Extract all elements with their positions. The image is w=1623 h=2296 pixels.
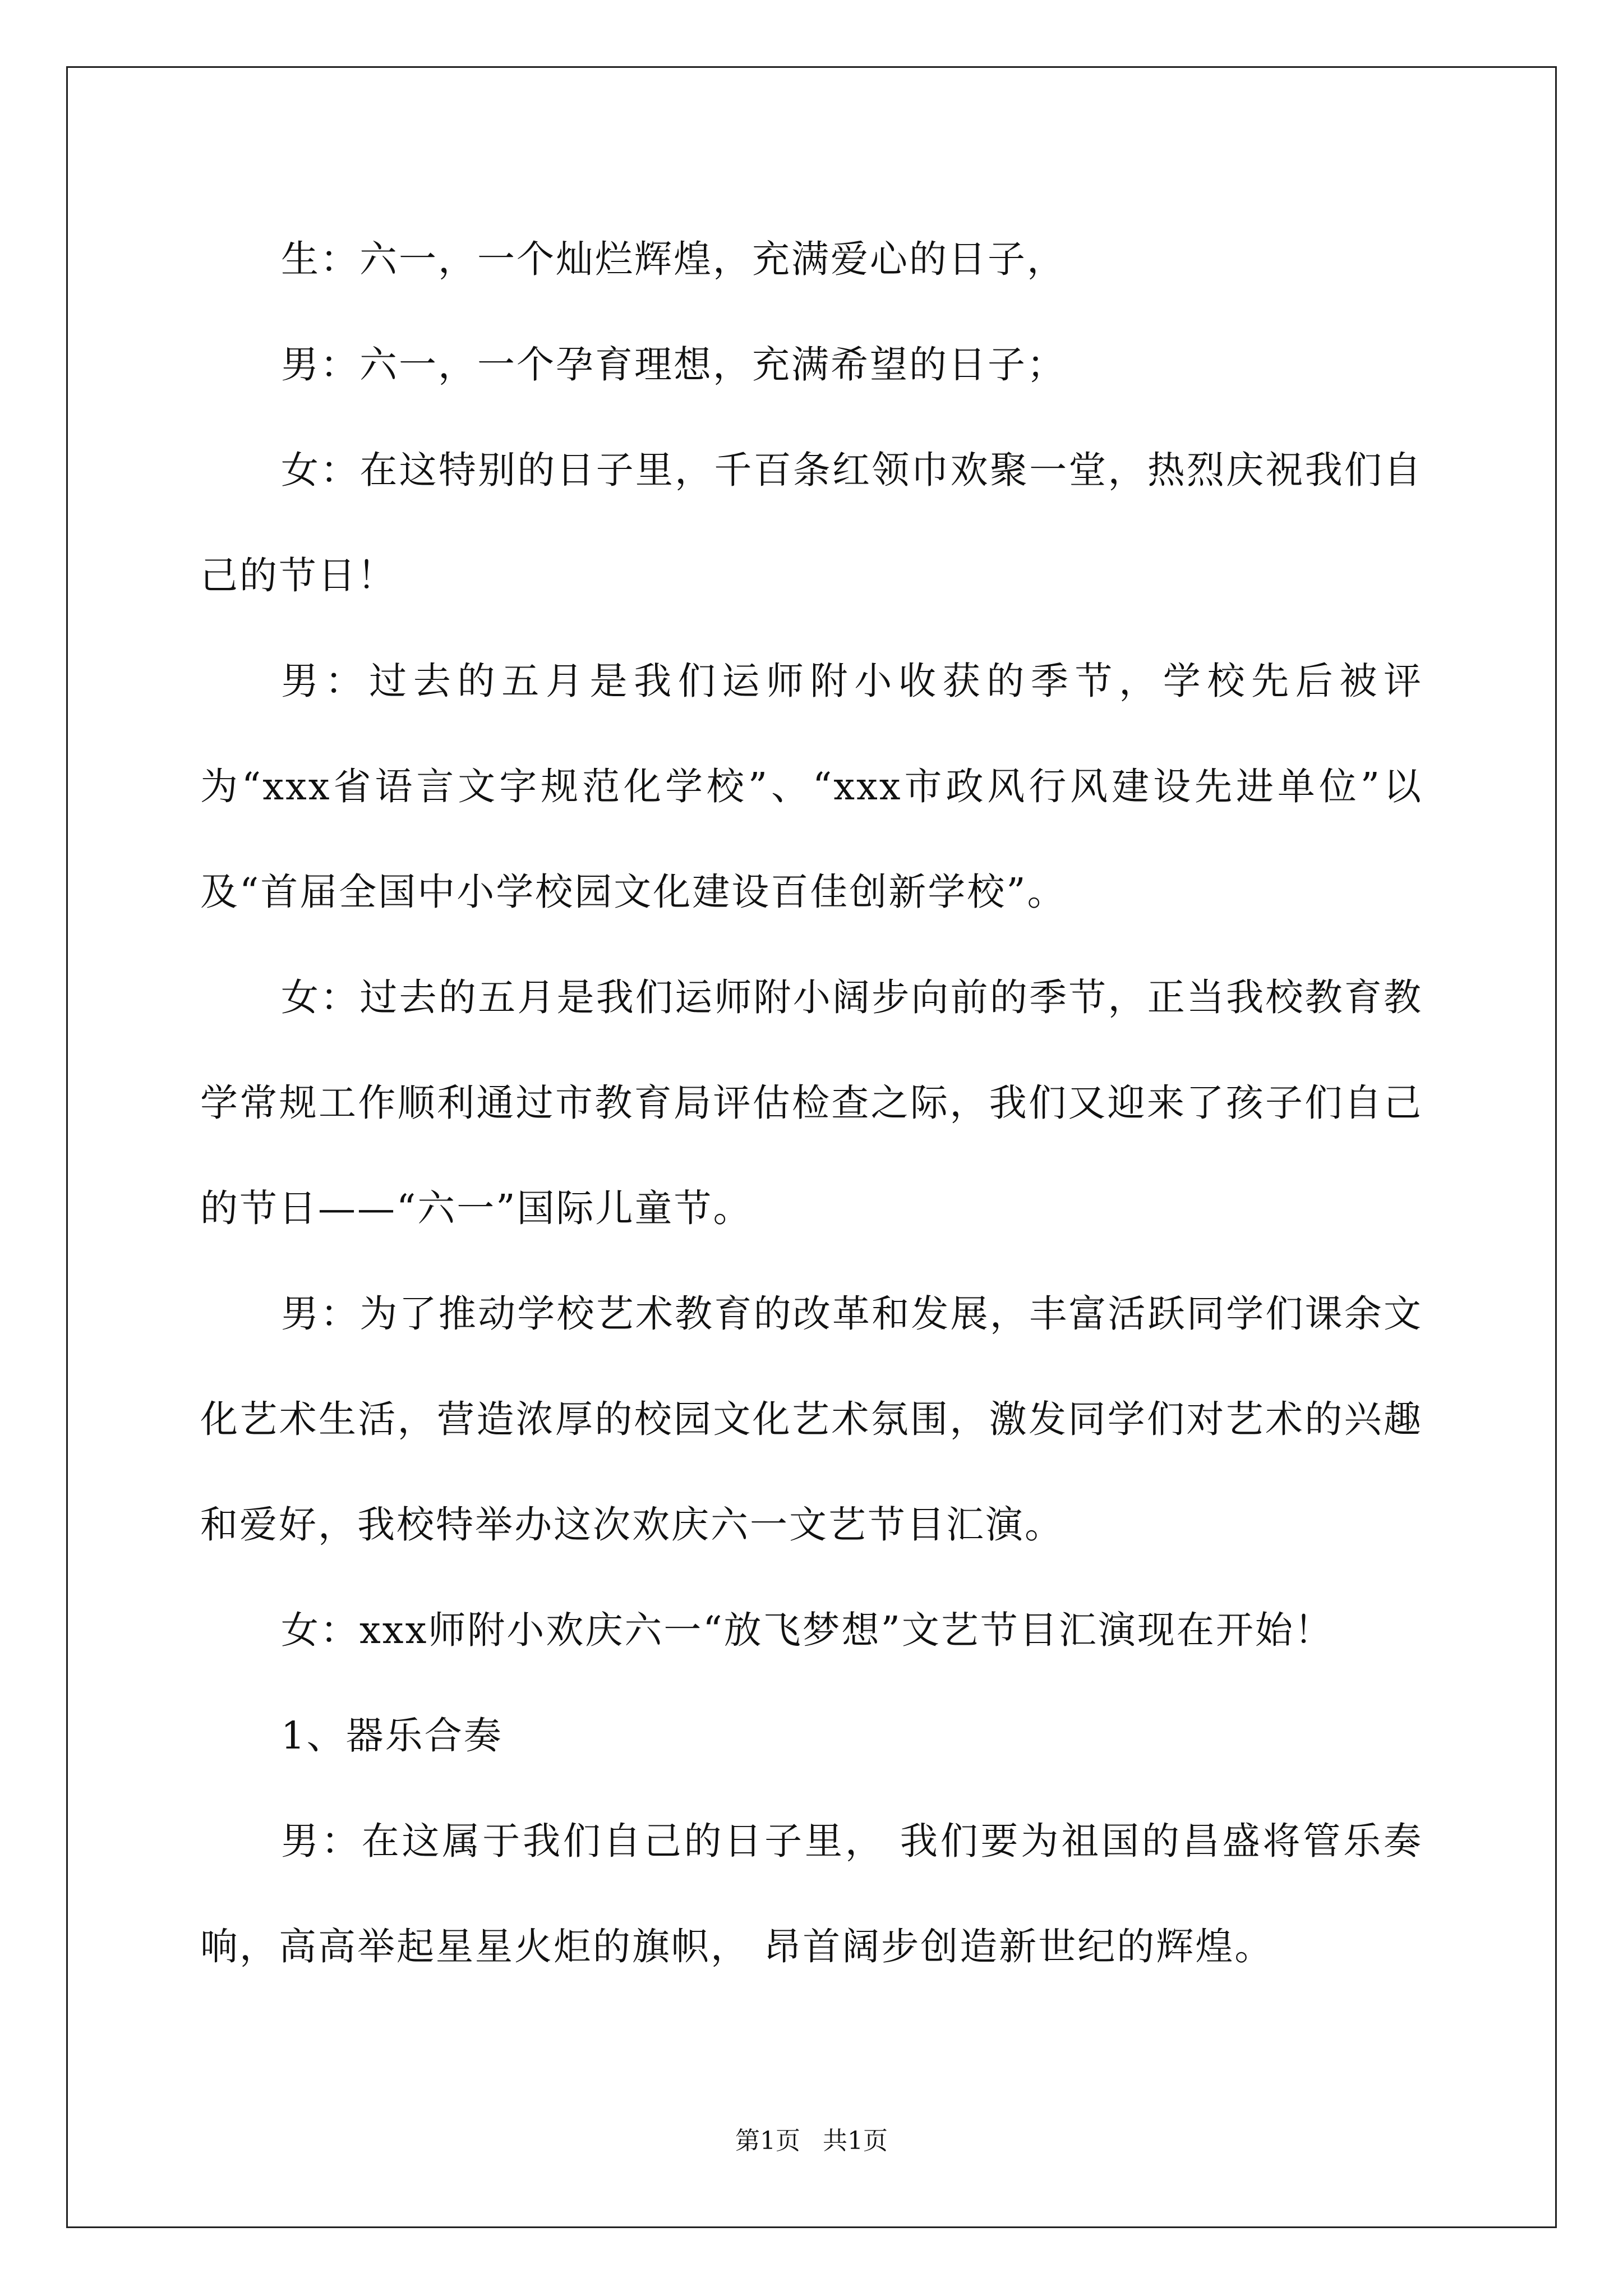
page-footer — [0, 2120, 1623, 2156]
paragraph: 男：六一，一个孕育理想，充满希望的日子； — [281, 343, 1066, 386]
paragraph: 女：在这特别的日子里，千百条红领巾欢聚一堂，热烈庆祝我们自己的节日！ — [200, 448, 1423, 597]
page-number: 第1页 — [735, 2127, 800, 2155]
paragraph: 生：六一，一个灿烂辉煌，充满爱心的日子， — [281, 237, 1066, 281]
page-total: 共1页 — [823, 2127, 888, 2155]
paragraph: 男：在这属于我们自己的日子里， 我们要为祖国的昌盛将管乐奏响，高高举起星星火炬的旗帜， 昂首阔步创造新世纪的辉煌。 — [200, 1819, 1423, 1968]
paragraph: 男：过去的五月是我们运师附小收获的季节，学校先后被评为“xxx省语言文字规范化学校”、“xxx市政风行风建设先进单位”以及“首届全国中小学校园文化建设百佳创新学校”。 — [200, 659, 1423, 914]
paragraph: 男：为了推动学校艺术教育的改革和发展，丰富活跃同学们课余文化艺术生活，营造浓厚的校园文化艺术氛围，激发同学们对艺术的兴趣和爱好，我校特举办这次欢庆六一文艺节目汇演。 — [200, 1292, 1423, 1547]
paragraph: 1、器乐合奏 — [281, 1714, 503, 1757]
paragraph: 女：xxx师附小欢庆六一“放飞梦想”文艺节目汇演现在开始！ — [281, 1608, 1334, 1652]
document-body — [200, 206, 1423, 1999]
paragraph: 女：过去的五月是我们运师附小阔步向前的季节，正当我校教育教学常规工作顺利通过市教育局评估检查之际，我们又迎来了孩子们自己的节日——“六一”国际儿童节。 — [200, 976, 1423, 1230]
